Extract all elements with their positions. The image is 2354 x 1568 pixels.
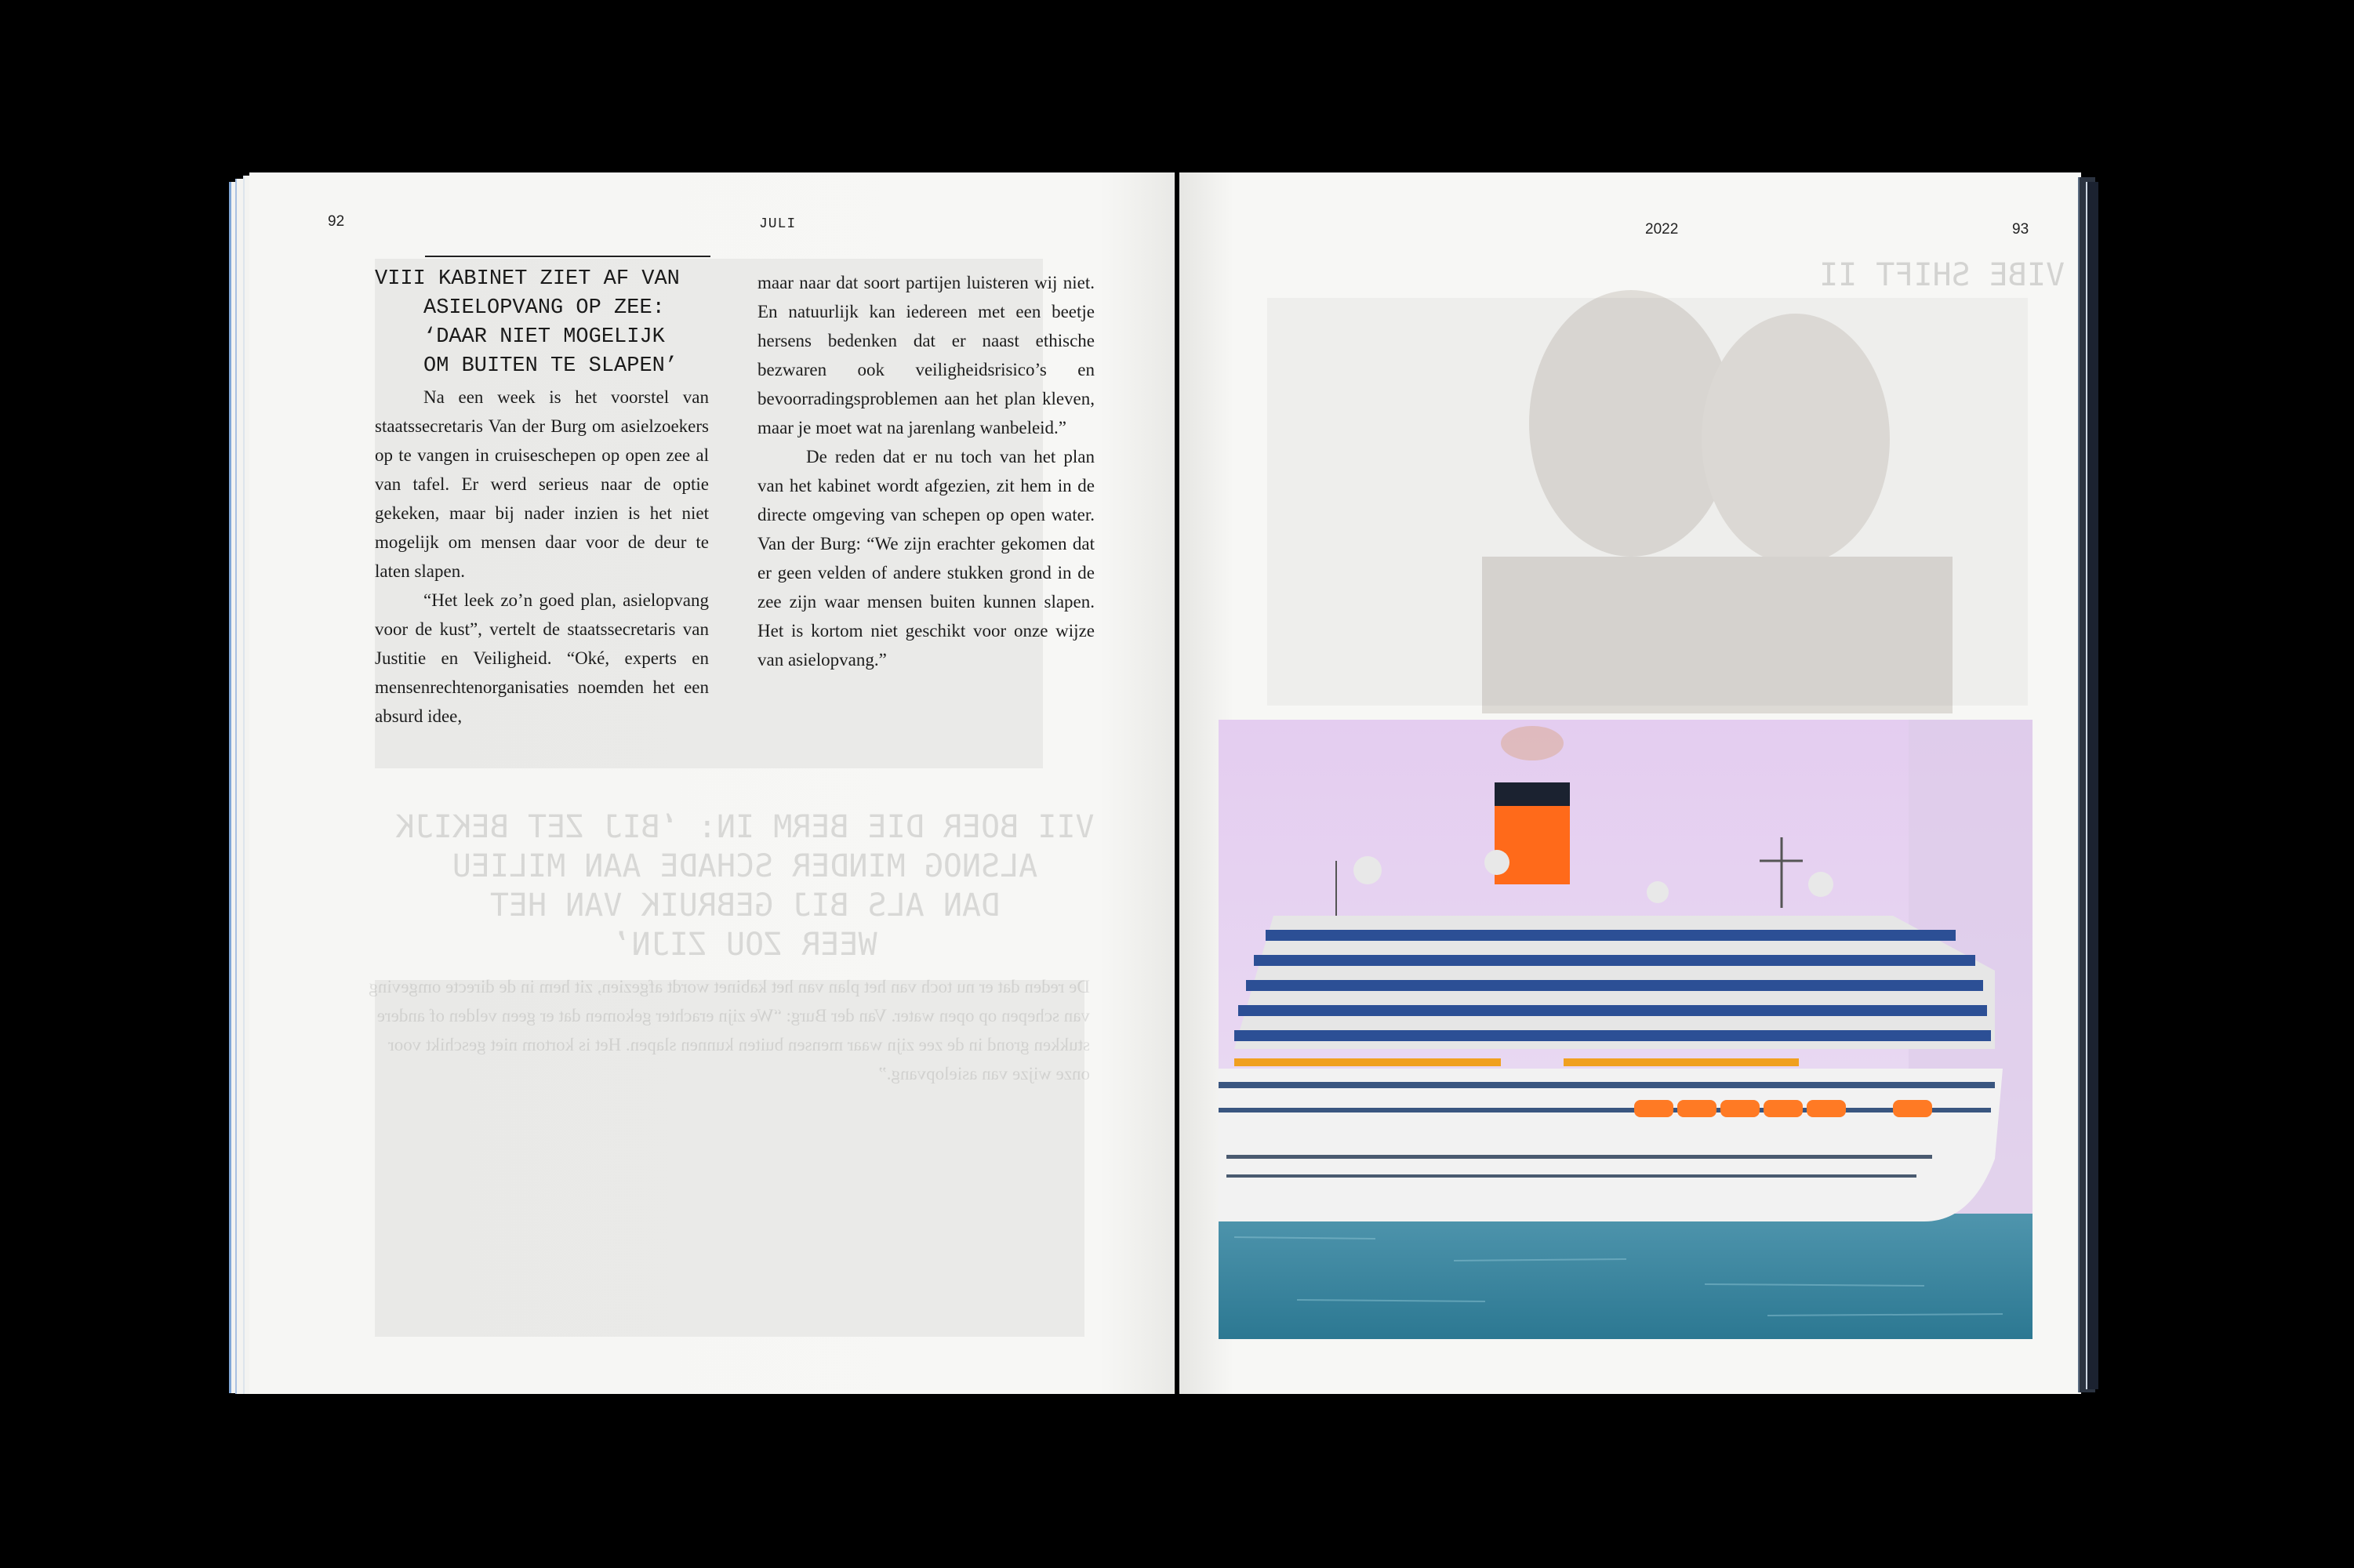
show-through-portrait (1262, 259, 2047, 713)
headline-line: ‘DAAR NIET MOGELIJK (423, 325, 665, 349)
headline-line: OM BUITEN TE SLAPEN’ (423, 354, 678, 378)
paragraph: “Het leek zo’n goed plan, asielopvang voor de kust”, vertelt de staatssecretaris van Justitie en Veiligheid. “Oké, experts en mensenrechtenorganisaties noemden het een absurd idee, (375, 590, 709, 726)
cruise-ship-photo (1219, 720, 2033, 1339)
page-edge (2086, 182, 2098, 1389)
running-head-left: JULI (759, 216, 797, 232)
paragraph: De reden dat er nu toch van het plan van het kabinet wordt afgezien, zit hem in de directe omgeving van schepen op open water. Van der Burg: “We zijn erachter gekomen dat er geen velden of andere stukken grond in de zee zijn waar mensen buiten kunnen slapen. Het is kortom niet geschikt voor onze wijze van asielopvang.” (757, 447, 1095, 670)
show-through-headline: VII BOER DIE BERM IN: ‘BIJ ZET BEKIJK ALSNOG MINDER SCHADE AAN MILIEU DAN ALS BIJ GEBRUIK VAN HET WEER ZOU ZIJN’ (395, 809, 1095, 963)
headline-line: VIII KABINET ZIET AF VAN (375, 267, 680, 291)
running-head-right: 2022 (1645, 221, 1679, 238)
headline-rule (425, 256, 710, 257)
paragraph: Na een week is het voorstel van staatssecretaris Van der Burg om asielzoekers op te vangen in cruiseschepen op open zee al van tafel. Er werd serieus naar de optie gekeken, maar bij nader inzien is het niet mogelijk om mensen daar voor de deur te laten slapen. (375, 387, 709, 581)
show-through-body: De reden dat er nu toch van het plan van het kabinet wordt afgezien, zit hem in de directe omgeving van schepen op open water. Van der Burg: “We zijn erachter gekomen dat er geen velden of andere stukken grond in de zee zijn waar mensen buiten kunnen slapen. Het is kortom niet geschikt voor onze wijze van asielopvang.” (369, 977, 1090, 1083)
headline-line: ASIELOPVANG OP ZEE: (423, 296, 665, 320)
paragraph: maar naar dat soort partijen luisteren wij niet. En natuurlijk kan iedereen met een beetje hersens bedenken dat er naast ethische bezwaren ook veiligheidsrisico’s en bevoorradingsproblemen aan het plan kleven, maar je moet wat na jarenlang wanbeleid.” (757, 273, 1095, 437)
article-column-1 (375, 383, 709, 731)
article-column-2 (757, 268, 1095, 674)
show-through-headline-right: VIBE SHIFT II (1819, 257, 2065, 293)
article-headline (375, 265, 720, 381)
page-number-right: 93 (2012, 221, 2029, 238)
page-number-left: 92 (328, 213, 345, 230)
